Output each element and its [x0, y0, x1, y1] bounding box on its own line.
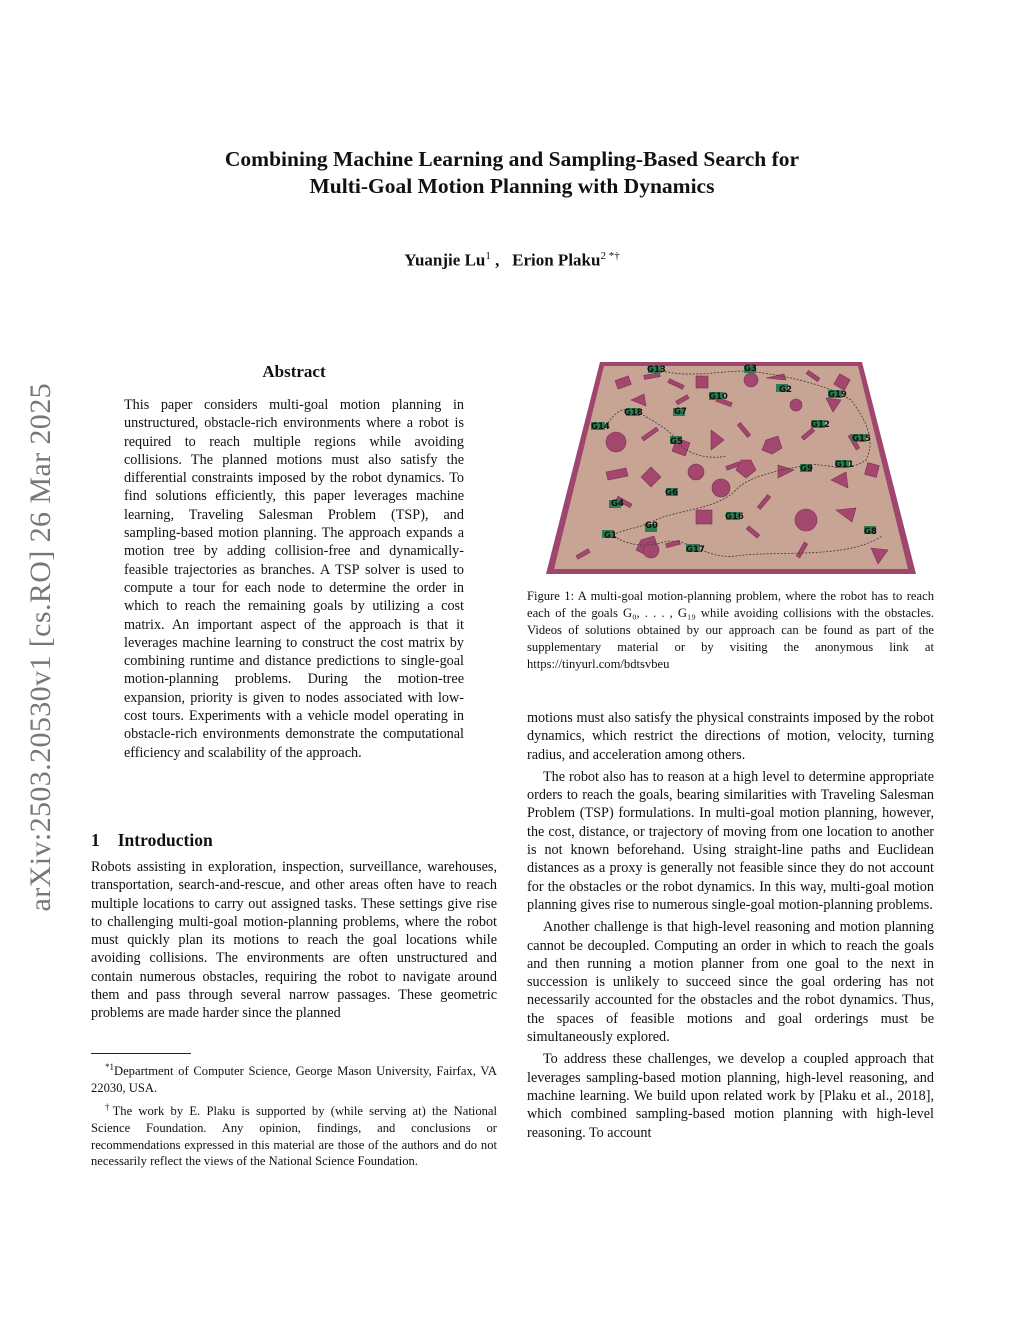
obstacle	[688, 464, 704, 480]
obstacle	[790, 399, 802, 411]
footnote-2-text: The work by E. Plaku is supported by (while serving at) the National Science Foundation. Any opinion, findings, and conclusions or recommendations expressed in this material are those of the authors and do not necessarily reflect the views of the National Science Foundation.	[91, 1103, 497, 1169]
obstacle	[744, 373, 758, 387]
author-2: Erion Plaku	[512, 250, 601, 270]
goal-label: G0	[645, 521, 658, 531]
obstacle	[606, 432, 626, 452]
goal-label: G14	[591, 422, 610, 432]
goal-label: G13	[647, 365, 666, 375]
title-line-1: Combining Machine Learning and Sampling-Based Search for	[224, 147, 800, 171]
obstacle	[696, 376, 708, 388]
goal-label: G18	[624, 408, 643, 418]
author-1: Yuanjie Lu	[404, 250, 486, 270]
figure-1-image	[546, 360, 916, 574]
goal-label: G19	[828, 390, 847, 400]
obstacle	[712, 479, 730, 497]
paragraph: motions must also satisfy the physical constraints imposed by the robot dynamics, which restrict the directions of motion, velocity, turning radius, and acceleration among others.	[527, 710, 934, 763]
obstacle	[795, 509, 817, 531]
goal-label: G12	[811, 420, 830, 430]
figure-1-caption: Figure 1: A multi-goal motion-planning problem, where the robot has to reach each of the goals G₀, . . . , G₁₉ while avoiding collisions with the obstacles. Videos of solutions obtained by our approach can be found as part of the supplementary material or by visiting the anonymous link at https://tinyurl.com/bdtsvbeu	[527, 589, 934, 671]
introduction-body: Robots assisting in exploration, inspection, surveillance, warehouses, transportation, search-and-rescue, and other areas often have to reach multiple locations to carry out assigned tasks. These settings give rise to challenging multi-goal motion-planning problems, where the robot must quickly plan its motions to reach the goal locations while avoiding collisions. The environments are often unstructured and contain numerous obstacles, requiring the robot to navigate around them and pass through several narrow passages. These geometric problems are made harder since the planned	[91, 859, 497, 1022]
arxiv-stamp	[20, 350, 62, 945]
section-number: 1	[91, 830, 100, 850]
section-title: Introduction	[117, 830, 213, 850]
abstract-heading: Abstract	[262, 362, 326, 381]
footnotes	[91, 1059, 497, 1170]
motion-planning-scene	[546, 360, 916, 574]
abstract-body: This paper considers multi-goal motion planning in unstructured, obstacle-rich environments where a robot is required to reach multiple regions while avoiding collisions. The planned motions must also satisfy the differential constraints imposed by the robot dynamics. To find solutions efficiently, this paper leverages machine learning, Traveling Salesman Problem (TSP), and sampling-based motion planning. The approach expands a motion tree by adding collision-free and dynamically-feasible trajectories as branches. A TSP solver is used to compute a tour for each node to determine the order in which to reach the remaining goals by utilizing a cost matrix. An important aspect of the approach is that it leverages machine learning to construct the cost matrix by combining runtime and distance predictions to single-goal motion-planning problems. During the motion-tree expansion, priority is given to nodes associated with low-cost tours. Experiments with a vehicle model operating in obstacle-rich environments demonstrate the computational efficiency and scalability of the approach.	[124, 397, 464, 761]
goal-label: G11	[835, 460, 854, 470]
goal-label: G4	[611, 499, 624, 509]
author-separator: ,	[495, 250, 500, 270]
authors	[120, 250, 904, 271]
footnote-1-mark: *1	[105, 1062, 114, 1072]
goal-label: G6	[665, 488, 678, 498]
footnote-1	[91, 1059, 497, 1097]
goal-label: G9	[800, 464, 813, 474]
footnote-rule	[91, 1053, 191, 1054]
paragraph: To address these challenges, we develop a coupled approach that leverages sampling-based motion planning, high-level reasoning, and machine learning. We build upon related work by [Plaku et al., 2018], which combined sampling-based motion planning with high-level reasoning. To account	[527, 1051, 934, 1141]
goal-label: G15	[852, 434, 871, 444]
goal-label: G8	[864, 527, 877, 537]
goal-label: G16	[725, 512, 744, 522]
author-2-mark: 2 *†	[600, 250, 620, 262]
footnote-2	[91, 1099, 497, 1170]
author-1-mark: 1	[485, 250, 491, 262]
goal-label: G7	[674, 407, 687, 417]
footnote-1-text: Department of Computer Science, George Mason University, Fairfax, VA 22030, USA.	[91, 1064, 497, 1095]
section-heading	[91, 830, 213, 851]
goal-label: G1	[604, 531, 617, 541]
paragraph: The robot also has to reason at a high level to determine appropriate orders to reach the goals, bearing similarities with Traveling Salesman Problem (TSP) formulations. In multi-goal motion planning, however, the cost, distance, or trajectory of moving from one location to another is not known beforehand. Using straight-line paths and Euclidean distances as a proxy is generally not feasible since they do not account for the obstacles or the robot dynamics. In this way, multi-goal motion planning gives rise to numerous single-goal motion-planning problems.	[527, 768, 934, 913]
goal-label: G17	[686, 545, 705, 555]
arxiv-stamp-text: arXiv:2503.20530v1 [cs.RO] 26 Mar 2025	[24, 383, 57, 912]
paragraph: Another challenge is that high-level reasoning and motion planning cannot be decoupled. Computing an order in which to reach the goals and then running a motion planner from one goal to the next in succession is unlikely to succeed since the goal ordering has not necessarily accounted for the obstacles and the robot dynamics. Thus, the spaces of feasible motions and goal orderings must be simultaneously explored.	[527, 919, 934, 1046]
paper-title	[120, 146, 904, 200]
goal-label: G2	[779, 385, 792, 395]
right-column-body	[527, 709, 934, 1146]
obstacle	[696, 510, 712, 524]
goal-label: G5	[670, 437, 683, 447]
footnote-2-mark: †	[105, 1101, 113, 1112]
goal-label: G10	[709, 392, 728, 402]
goal-label: G3	[744, 364, 757, 374]
title-line-2: Multi-Goal Motion Planning with Dynamics	[309, 174, 715, 198]
